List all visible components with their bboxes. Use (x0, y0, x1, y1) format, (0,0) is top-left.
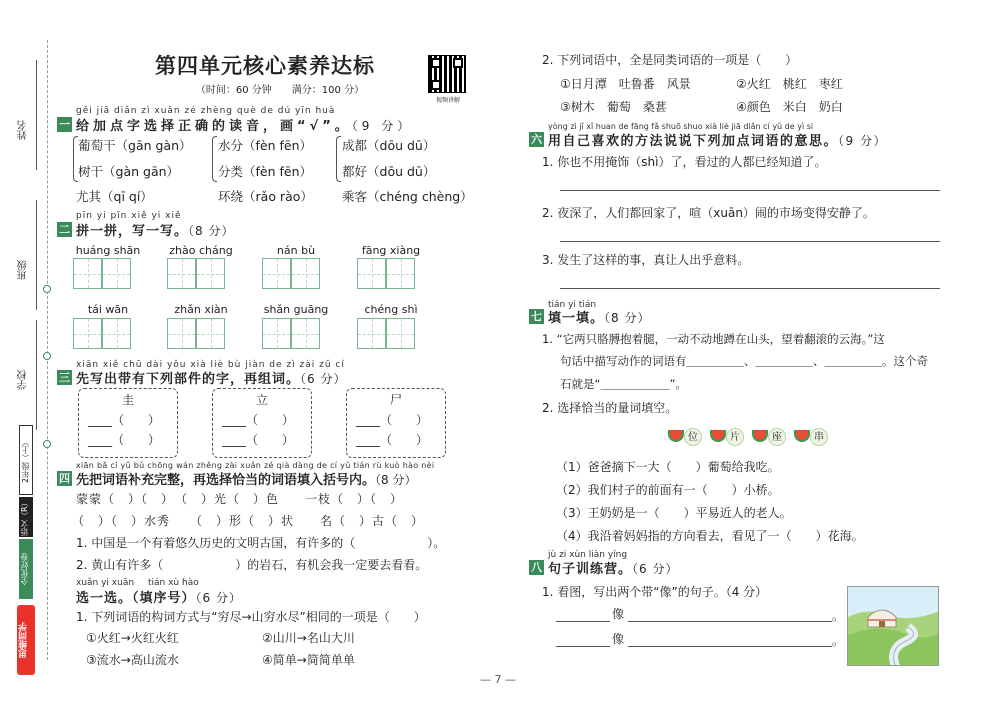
s3-pinyin: xiān xiě chū dài yǒu xià liè bù jiàn de zì zài zǔ cí (76, 360, 345, 370)
watermelon-icon (794, 430, 810, 442)
s5-option[interactable]: ②火红 桃红 枣红 (736, 77, 843, 91)
s5-pinyin: xuǎn yi xuǎn (76, 578, 135, 588)
s7-item: （1）爸爸摘下一大（ ）葡萄给我吃。 (556, 460, 780, 474)
s8-answer-line[interactable] (628, 621, 832, 622)
measure-bubble: 位 (684, 428, 702, 446)
subject-tag: 语文（R） (19, 497, 33, 537)
s2-title: 拼一拼，写一写。（8 分） (76, 224, 235, 239)
s6-question: 1. 你也不用掩饰（shì）了，看过的人都已经知道了。 (542, 155, 827, 169)
s1-title: 给加点字选择正确的读音，画“√”。（9 分） (76, 119, 414, 134)
measure-bubble: 座 (768, 428, 786, 446)
s2-pinyin-label: zhǎn xiàn (174, 303, 228, 316)
s3-part: 圭 (122, 393, 135, 407)
s1-item: 环绕（rǎo rào） (218, 189, 313, 204)
dot-marker-1 (43, 285, 51, 293)
s2-writing-grid[interactable] (167, 258, 225, 289)
s1-item: 尤其（qī qí） (76, 189, 153, 204)
s5-option[interactable]: ③流水→高山流水 (86, 653, 179, 667)
watermelon-icon (668, 430, 684, 442)
dot-marker-2 (43, 352, 51, 360)
s5-question: 1. 下列词语的构词方式与“穷尽→山穷水尽”相同的一项是（ ） (76, 610, 426, 624)
s2-pinyin-label: tái wān (87, 303, 129, 316)
s8-pinyin: jù zi xùn liàn yíng (548, 550, 628, 560)
s4-row: 蒙蒙（ ）（ ） （ ）光（ ）色 一枝（ ）（ ） (76, 492, 404, 506)
watermelon-icon (710, 430, 726, 442)
s2-pinyin-label: fāng xiàng (361, 244, 421, 257)
s5-pinyin: tián xù hào (148, 578, 199, 588)
s4-number: 四 (59, 472, 70, 485)
s8-question: 1. 看图，写出两个带“像”的句子。（4 分） (542, 585, 768, 599)
measure-bubble: 片 (726, 428, 744, 446)
s1-bracket-2 (212, 136, 217, 182)
exam-meta: （时间：60 分钟 满分：100 分） (195, 85, 365, 96)
qr-caption: 视频讲解 (435, 97, 460, 104)
s2-writing-grid[interactable] (73, 318, 131, 349)
s8-title: 句子训练营。（6 分） (548, 562, 679, 577)
s3-answer-line[interactable]: ____（ ） (222, 413, 295, 427)
s7-item: （4）我沿着妈妈指的方向看去，看见了一（ ）花海。 (556, 529, 864, 543)
s5-option[interactable]: ②山川→名山大川 (262, 631, 355, 645)
s8-xiang: 像 (612, 607, 625, 621)
s2-pinyin-label: chéng shì (364, 303, 418, 316)
s5-option[interactable]: ③树木 葡萄 桑葚 (560, 100, 667, 114)
s6-question: 2. 夜深了，人们都回家了，喧（xuān）闹的市场变得安静了。 (542, 206, 875, 220)
s3-answer-line[interactable]: ____（ ） (222, 433, 295, 447)
s6-answer-line[interactable] (560, 288, 940, 289)
s2-pinyin-label: zhào cháng (169, 244, 233, 257)
measure-bubble: 串 (810, 428, 828, 446)
s3-answer-line[interactable]: ____（ ） (356, 433, 429, 447)
s6-answer-line[interactable] (560, 190, 940, 191)
class-line (36, 200, 37, 310)
s7-item: （3）王奶奶是一（ ）平易近人的老人。 (556, 506, 792, 520)
s4-question: 2. 黄山有许多（ ）的岩石，有机会我一定要去看看。 (76, 558, 428, 572)
s2-pinyin: pīn yi pīn xiě yi xiě (76, 211, 182, 221)
s2-number: 二 (59, 223, 70, 236)
dashed-cut-line (47, 40, 48, 660)
s5-option[interactable]: ①日月潭 吐鲁番 风景 (560, 77, 691, 91)
brand-logo: 思维同学 (17, 605, 35, 675)
school-line (36, 320, 37, 430)
s2-writing-grid[interactable] (357, 258, 415, 289)
dot-marker-3 (43, 440, 51, 448)
s1-item: 都好（dōu dū） (342, 164, 436, 179)
class-label: 班级 (18, 260, 29, 280)
s7-question: 句话中描写动作的词语有＿＿＿＿＿、＿＿＿＿＿、＿＿＿＿＿。这个奇 (560, 354, 928, 368)
s5-option[interactable]: ④简单→简简单单 (262, 653, 355, 667)
s2-pinyin-label: shǎn guāng (263, 303, 329, 316)
s1-pinyin: gěi jiā diǎn zì xuǎn zé zhèng què de dú yīn huà (76, 106, 336, 116)
s5-question: 2. 下列词语中，全是同类词语的一项是（ ） (542, 53, 798, 67)
grade-tag: 2年级（上） (19, 425, 33, 495)
name-line (36, 60, 37, 170)
s8-number: 八 (531, 561, 542, 574)
yurt-illustration (847, 586, 939, 666)
s3-answer-line[interactable]: ____（ ） (88, 413, 161, 427)
s7-number: 七 (531, 310, 542, 323)
series-tag: 全优好卷 (19, 539, 33, 599)
s1-item: 树干（gàn gān） (78, 164, 180, 179)
s4-pinyin: xiān bǎ cí yǔ bǔ chōng wán zhěng zài xuǎn zé qià dàng de cí yǔ tián rù kuò hào nèi (76, 461, 435, 470)
page-title: 第四单元核心素养达标 (155, 54, 375, 78)
s8-period: 。 (832, 609, 845, 623)
s3-part: 尸 (390, 393, 403, 407)
s3-title: 先写出带有下列部件的字，再组词。（6 分） (76, 372, 347, 387)
s1-item: 乘客（chéng chèng） (342, 189, 473, 204)
s8-answer-line[interactable] (556, 646, 610, 647)
s2-writing-grid[interactable] (167, 318, 225, 349)
s8-xiang: 像 (612, 632, 625, 646)
s5-title: 选一选。（填序号）（6 分） (76, 591, 242, 606)
s7-pinyin: tián yi tián (548, 300, 597, 310)
s3-number: 三 (59, 371, 70, 384)
s4-title: 先把词语补充完整，再选择恰当的词语填入括号内。（8 分） (76, 473, 417, 488)
s7-question: 2. 选择恰当的量词填空。 (542, 401, 678, 415)
s8-answer-line[interactable] (556, 621, 610, 622)
s1-item: 分类（fèn fēn） (218, 164, 313, 179)
s7-title: 填一填。（8 分） (548, 311, 651, 326)
s2-writing-grid[interactable] (262, 318, 320, 349)
s8-answer-line[interactable] (628, 646, 832, 647)
s1-number: 一 (59, 118, 70, 131)
s1-item: 成都（dōu dū） (342, 138, 436, 153)
s2-pinyin-label: huáng shān (75, 244, 141, 257)
s1-bracket-3 (336, 136, 341, 182)
s6-answer-line[interactable] (560, 241, 940, 242)
school-label: 学校 (18, 370, 29, 390)
s6-question: 3. 发生了这样的事，真让人出乎意料。 (542, 253, 750, 267)
s2-pinyin-label: nán bù (276, 244, 316, 257)
s6-pinyin: yòng zì jǐ xǐ huan de fāng fǎ shuō shuo xià liè jiā diǎn cí yǔ de yì si (548, 122, 814, 131)
s6-number: 六 (531, 133, 542, 146)
s7-question: 石就是“＿＿＿＿＿＿”。 (560, 377, 687, 391)
s5-option[interactable]: ④颜色 米白 奶白 (736, 100, 843, 114)
s8-period: 。 (832, 634, 845, 648)
s4-question: 1. 中国是一个有着悠久历史的文明古国，有许多的（ ）。 (76, 536, 446, 550)
qr-code[interactable] (428, 55, 466, 93)
s1-item: 葡萄干（gān gàn） (78, 138, 192, 153)
watermelon-icon (752, 430, 768, 442)
s1-item: 水分（fèn fēn） (218, 138, 313, 153)
s2-writing-grid[interactable] (357, 318, 415, 349)
s5-option[interactable]: ①火红→火红火红 (86, 631, 179, 645)
s2-writing-grid[interactable] (262, 258, 320, 289)
s6-title: 用自己喜欢的方法说说下列加点词语的意思。（9 分） (548, 134, 887, 149)
binding-strip (0, 0, 60, 709)
s2-writing-grid[interactable] (73, 258, 131, 289)
s3-answer-line[interactable]: ____（ ） (356, 413, 429, 427)
s7-item: （2）我们村子的前面有一（ ）小桥。 (556, 483, 780, 497)
s7-question: 1. “它两只胳膊抱着腿，一动不动地蹲在山头，望着翻滚的云海。”这 (542, 332, 885, 346)
s3-part: 立 (256, 393, 269, 407)
page-number: — 7 — (480, 673, 516, 686)
s3-answer-line[interactable]: ____（ ） (88, 433, 161, 447)
name-label: 姓名 (18, 120, 29, 140)
s4-row: （ ）（ ）水秀 （ ）形（ ）状 名（ ）古（ ） (72, 514, 425, 528)
